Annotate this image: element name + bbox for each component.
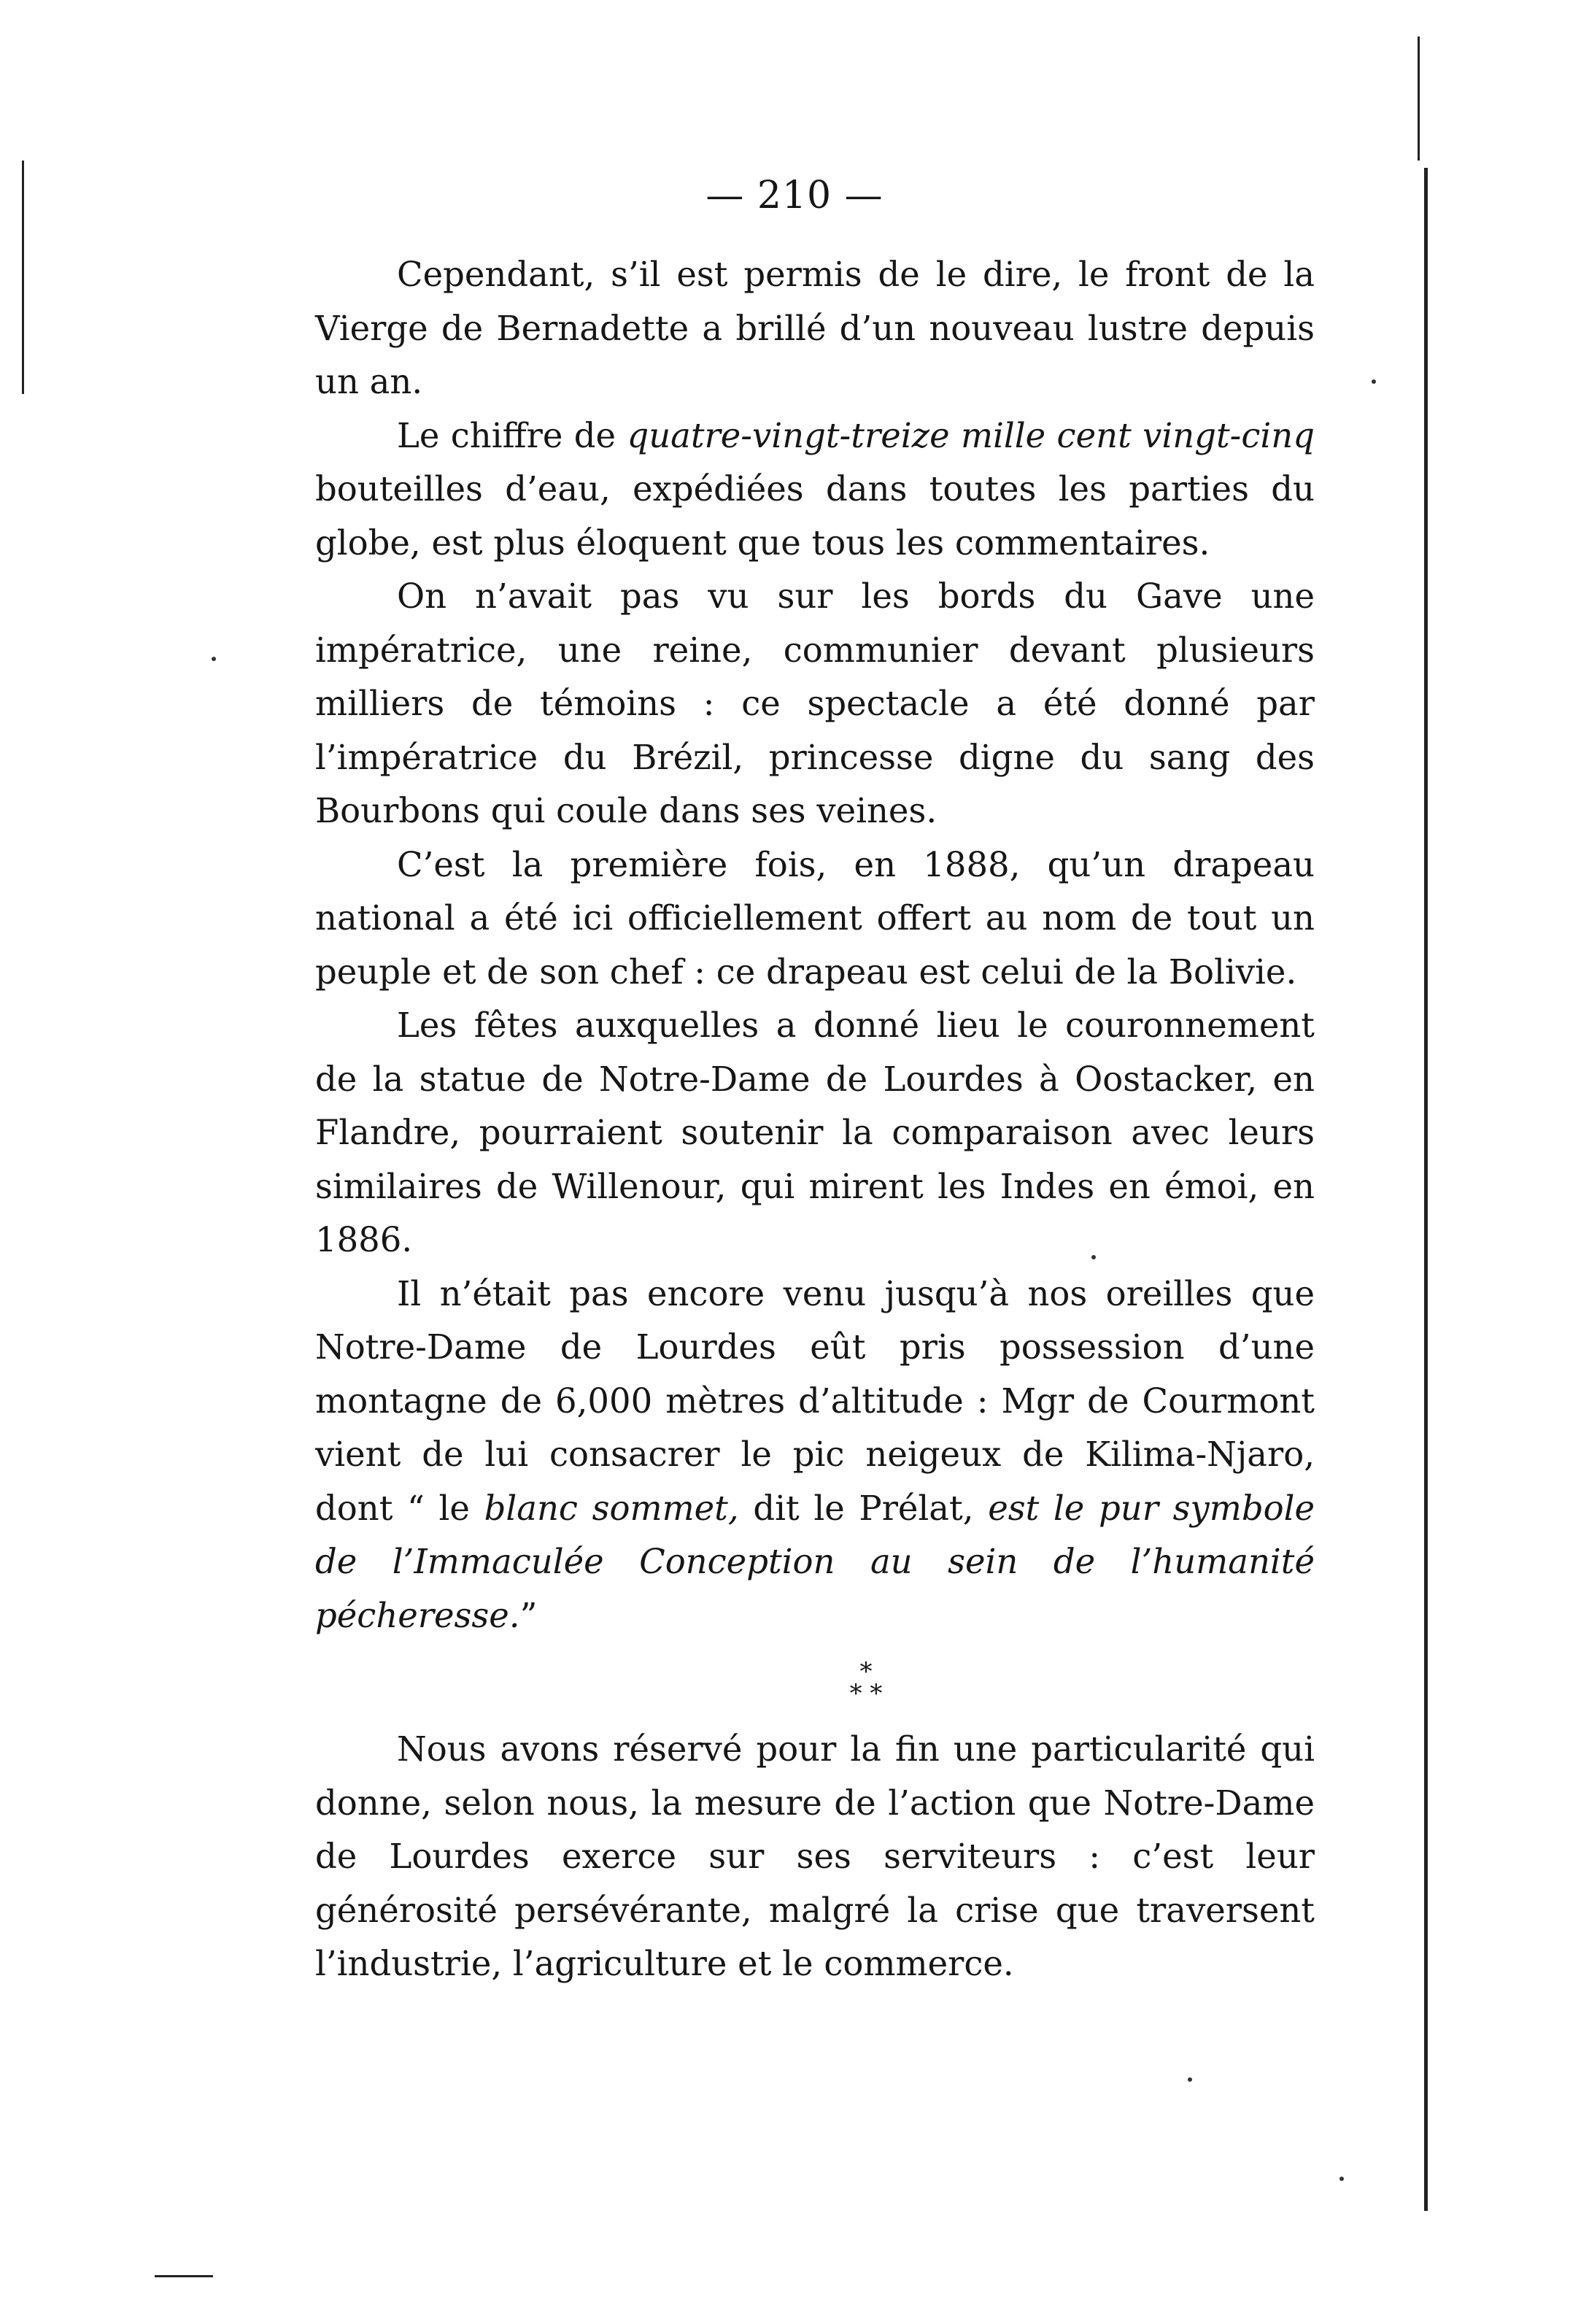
text-run: Cependant, s’il est permis de le dire, le front de la Vierge de Bernadette a brillé d’un nouveau lustre depuis un an. (315, 255, 1315, 401)
speck (1372, 379, 1376, 384)
text-run: Les fêtes auxquelles a donné lieu le couronnement de la statue de Notre-Dame de Lourdes à Oostacker, en Flandre, pourraient soutenir la comparaison avec leurs similaires de Willenour, qui mirent les Indes en émoi, en 1886. (315, 1005, 1315, 1259)
left-binding-edge (22, 161, 24, 394)
paragraph (315, 248, 1315, 409)
text-run: C’est la première fois, en 1888, qu’un drapeau national a été ici officiellement offert au nom de tout un peuple et de son chef : ce drapeau est celui de la Bolivie. (315, 844, 1315, 992)
speck (1188, 2077, 1192, 2082)
paragraph (315, 1267, 1315, 1643)
asterism-separator (315, 1642, 1315, 1723)
text-run: bouteilles d’eau, expédiées dans toutes les parties du globe, est plus éloquent que tous les commentaires. (315, 469, 1315, 563)
text-run: Nous avons réservé pour la fin une particularité qui donne, selon nous, la mesure de l’action que Notre-Dame de Lourdes exerce sur ses serviteurs : c’est leur générosité persévérante, malgré la crise que traversent l’industrie, l’agriculture et le commerce. (315, 1729, 1315, 1983)
right-binding-edge-upper (1418, 36, 1420, 161)
text-run: Le chiffre de (397, 415, 627, 455)
closing-paragraph-group (315, 1723, 1315, 1991)
paragraph (315, 999, 1315, 1267)
right-binding-edge (1424, 168, 1428, 2211)
italic-text: quatre-vingt-treize mille cent vingt-cinq (627, 415, 1315, 455)
italic-text: est le pur symbole de l’Immaculée Conception au sein de l’humanité pécheresse. (315, 1488, 1315, 1635)
asterism-bottom: * * (849, 1679, 883, 1708)
text-run: On n’avait pas vu sur les bords du Gave une impératrice, une reine, communier devant plusieurs milliers de témoins : ce spectacle a été donné par l’impératrice du Brézil, princesse digne du sang des Bourbons qui coule dans ses veines. (315, 576, 1315, 830)
text-run: dit le Prélat, (738, 1488, 989, 1528)
paragraph (315, 1723, 1315, 1991)
speck (1339, 2177, 1344, 2181)
paragraph (315, 409, 1315, 571)
asterism-top: * (859, 1657, 873, 1686)
page-number: — 210 — (705, 174, 884, 217)
text-run: ” (519, 1595, 538, 1635)
paragraph (315, 570, 1315, 838)
paragraph (315, 838, 1315, 1000)
bottom-left-mark (155, 2275, 213, 2277)
italic-text: blanc sommet, (484, 1488, 739, 1528)
speck (212, 657, 216, 661)
text-run: Il n’était pas encore venu jusqu’à nos oreilles que Notre-Dame de Lourdes eût pris possession d’une montagne de 6,000 mètres d’altitude : Mgr de Courmont vient de lui consacrer le pic neigeux de Kilima-Njaro, dont “ le (315, 1273, 1315, 1528)
paragraph-group (315, 248, 1315, 1642)
speck (1091, 1255, 1096, 1259)
body-text (315, 248, 1315, 1991)
